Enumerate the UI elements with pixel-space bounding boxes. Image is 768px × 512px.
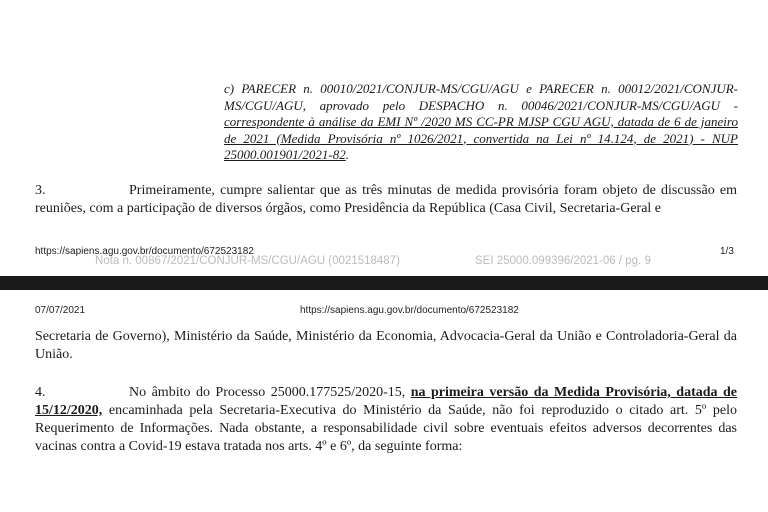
print-header-date: 07/07/2021 <box>35 305 86 316</box>
paragraph-4-highlight: na primeira versão da Medida Provisória, datada de 15/12/2020, <box>35 385 737 418</box>
watermark-note-id: Nota n. 00867/2021/CONJUR-MS/CGU/AGU (0021518487) <box>95 255 400 267</box>
paragraph-4-rest: encaminhada pela Secretaria-Executiva do Ministério da Saúde, não foi reproduzido o citado art. 5º pelo Requerimento de Informações. Nada obstante, a responsabilidade civil sobre eventuais efeitos adversos decorrentes das vacinas contra a Covid-19 estava tratada nos arts. 4º e 6º, da seguinte forma: <box>35 403 737 454</box>
paragraph-4 <box>35 384 737 456</box>
document-watermark <box>95 255 651 267</box>
paragraph-c-item <box>224 81 738 164</box>
print-footer-page-number: 1/3 <box>720 246 734 257</box>
print-header-url: https://sapiens.agu.gov.br/documento/672523182 <box>300 305 519 316</box>
paragraph-c-underlined: correspondente à análise da EMI Nº /2020 MS CC-PR MJSP CGU AGU, datada de 6 de janeiro de 2021 (Medida Provisória nº 1026/2021, convertida na Lei nº 14.124, de 2021) - NUP 25000.001901/2021-82 <box>224 114 738 162</box>
page-divider <box>0 276 768 290</box>
paragraph-3 <box>35 182 737 218</box>
watermark-sei-id: SEI 25000.099396/2021-06 / pg. 9 <box>475 255 651 267</box>
paragraph-3-text: Primeiramente, cumpre salientar que as três minutas de medida provisória foram objeto de discussão em reuniões, com a participação de diversos órgãos, como Presidência da República (Casa Civil, Secretaria-Geral e <box>35 183 737 216</box>
paragraph-4-lead: No âmbito do Processo 25000.177525/2020-15, <box>129 385 406 400</box>
paragraph-c-end: . <box>345 147 349 162</box>
print-footer-url: https://sapiens.agu.gov.br/documento/672523182 <box>35 246 254 257</box>
paragraph-c-lead: c) PARECER n. 00010/2021/CONJUR-MS/CGU/AGU e PARECER n. 00012/2021/CONJUR-MS/CGU/AGU, aprovado pelo DESPACHO n. 00046/2021/CONJUR-MS/CGU/AGU - <box>224 81 738 113</box>
paragraph-4-number: 4. <box>35 385 46 400</box>
paragraph-3-continuation: Secretaria de Governo), Ministério da Saúde, Ministério da Economia, Advocacia-Geral da União e Controladoria-Geral da União. <box>35 329 737 362</box>
paragraph-3-number: 3. <box>35 183 46 198</box>
